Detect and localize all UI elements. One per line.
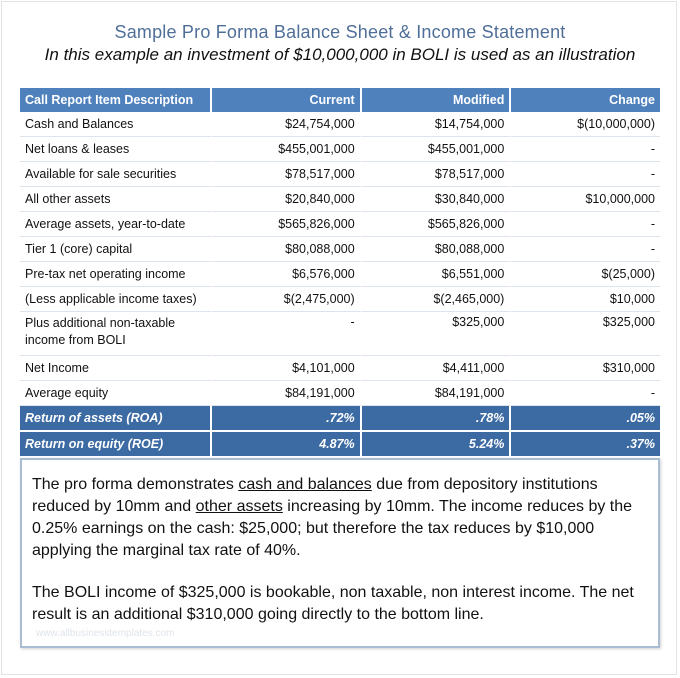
current-value: $84,191,000 (212, 381, 362, 406)
row-label: Average assets, year-to-date (20, 212, 212, 237)
current-value: $(2,475,000) (212, 287, 362, 312)
modified-value: $14,754,000 (362, 112, 512, 137)
current-value: $565,826,000 (212, 212, 362, 237)
row-label: Cash and Balances (20, 112, 212, 137)
explanation-paragraph (32, 474, 648, 562)
explanation-paragraph: The BOLI income of $325,000 is bookable, non taxable, non interest income. The net result is an additional $310,000 going directly to the bottom line. (32, 584, 634, 623)
modified-value: $30,840,000 (362, 187, 512, 212)
row-label: (Less applicable income taxes) (20, 287, 212, 312)
change-value: - (511, 162, 660, 187)
change-value: $10,000 (511, 287, 660, 312)
row-label: All other assets (20, 187, 212, 212)
modified-value: $6,551,000 (362, 262, 512, 287)
row-label: Net loans & leases (20, 137, 212, 162)
current-value: .72% (212, 406, 362, 432)
modified-value: $78,517,000 (362, 162, 512, 187)
row-label: Average equity (20, 381, 212, 406)
table-row (20, 262, 660, 287)
change-value: $(10,000,000) (511, 112, 660, 137)
change-value: - (511, 137, 660, 162)
row-label: Available for sale securities (20, 162, 212, 187)
change-value: $325,000 (511, 312, 660, 356)
change-value: .37% (511, 432, 660, 458)
row-label: Net Income (20, 356, 212, 381)
column-header-change: Change (511, 88, 660, 112)
change-value: $(25,000) (511, 262, 660, 287)
table-row (20, 287, 660, 312)
column-header-description: Call Report Item Description (20, 88, 212, 112)
modified-value: $565,826,000 (362, 212, 512, 237)
modified-value: $(2,465,000) (362, 287, 512, 312)
current-value: $6,576,000 (212, 262, 362, 287)
current-value: $78,517,000 (212, 162, 362, 187)
modified-value: 5.24% (362, 432, 512, 458)
modified-value: $4,411,000 (362, 356, 512, 381)
ratio-row-roe (20, 432, 660, 458)
current-value: $4,101,000 (212, 356, 362, 381)
change-value: $310,000 (511, 356, 660, 381)
row-label: Plus additional non-taxable income from BOLI (20, 312, 212, 356)
current-value: $20,840,000 (212, 187, 362, 212)
explanation-text: increasing by 10mm. The income reduces by the 0.25% earnings on the cash: $25,000; but therefore the tax reduces by $10,000 applying the marginal tax rate of 40%. (32, 498, 633, 559)
table-row (20, 162, 660, 187)
table-header-row (20, 88, 660, 112)
other-assets-text: other assets (195, 498, 283, 515)
table-row (20, 381, 660, 406)
table-row (20, 312, 660, 356)
change-value: - (511, 381, 660, 406)
explanation-text: due from depository institutions reduced by 10mm and (32, 476, 598, 515)
change-value: - (511, 237, 660, 262)
table-row (20, 356, 660, 381)
balance-sheet-table (20, 88, 660, 458)
modified-value: $84,191,000 (362, 381, 512, 406)
change-value: - (511, 212, 660, 237)
modified-value: $80,088,000 (362, 237, 512, 262)
modified-value: $325,000 (362, 312, 512, 356)
cash-and-balances-text: cash and balances (238, 476, 372, 493)
table-row (20, 187, 660, 212)
page-subtitle: In this example an investment of $10,000,000 in BOLI is used as an illustration (44, 45, 636, 64)
current-value: $80,088,000 (212, 237, 362, 262)
change-value: $10,000,000 (511, 187, 660, 212)
table-row (20, 212, 660, 237)
watermark: www.allbusinesstemplates.com (36, 628, 175, 639)
change-value: .05% (511, 406, 660, 432)
table-row (20, 112, 660, 137)
table-row (20, 137, 660, 162)
row-label: Return of assets (ROA) (20, 406, 212, 432)
current-value: 4.87% (212, 432, 362, 458)
current-value: - (212, 312, 362, 356)
row-label: Tier 1 (core) capital (20, 237, 212, 262)
row-label: Return on equity (ROE) (20, 432, 212, 458)
column-header-modified: Modified (362, 88, 512, 112)
table-row (20, 237, 660, 262)
modified-value: $455,001,000 (362, 137, 512, 162)
modified-value: .78% (362, 406, 512, 432)
page-title: Sample Pro Forma Balance Sheet & Income Statement (114, 22, 566, 42)
row-label: Pre-tax net operating income (20, 262, 212, 287)
ratio-row-roa (20, 406, 660, 432)
explanation-text: The pro forma demonstrates (32, 476, 239, 493)
current-value: $455,001,000 (212, 137, 362, 162)
column-header-current: Current (212, 88, 362, 112)
current-value: $24,754,000 (212, 112, 362, 137)
explanation-box (20, 458, 660, 648)
